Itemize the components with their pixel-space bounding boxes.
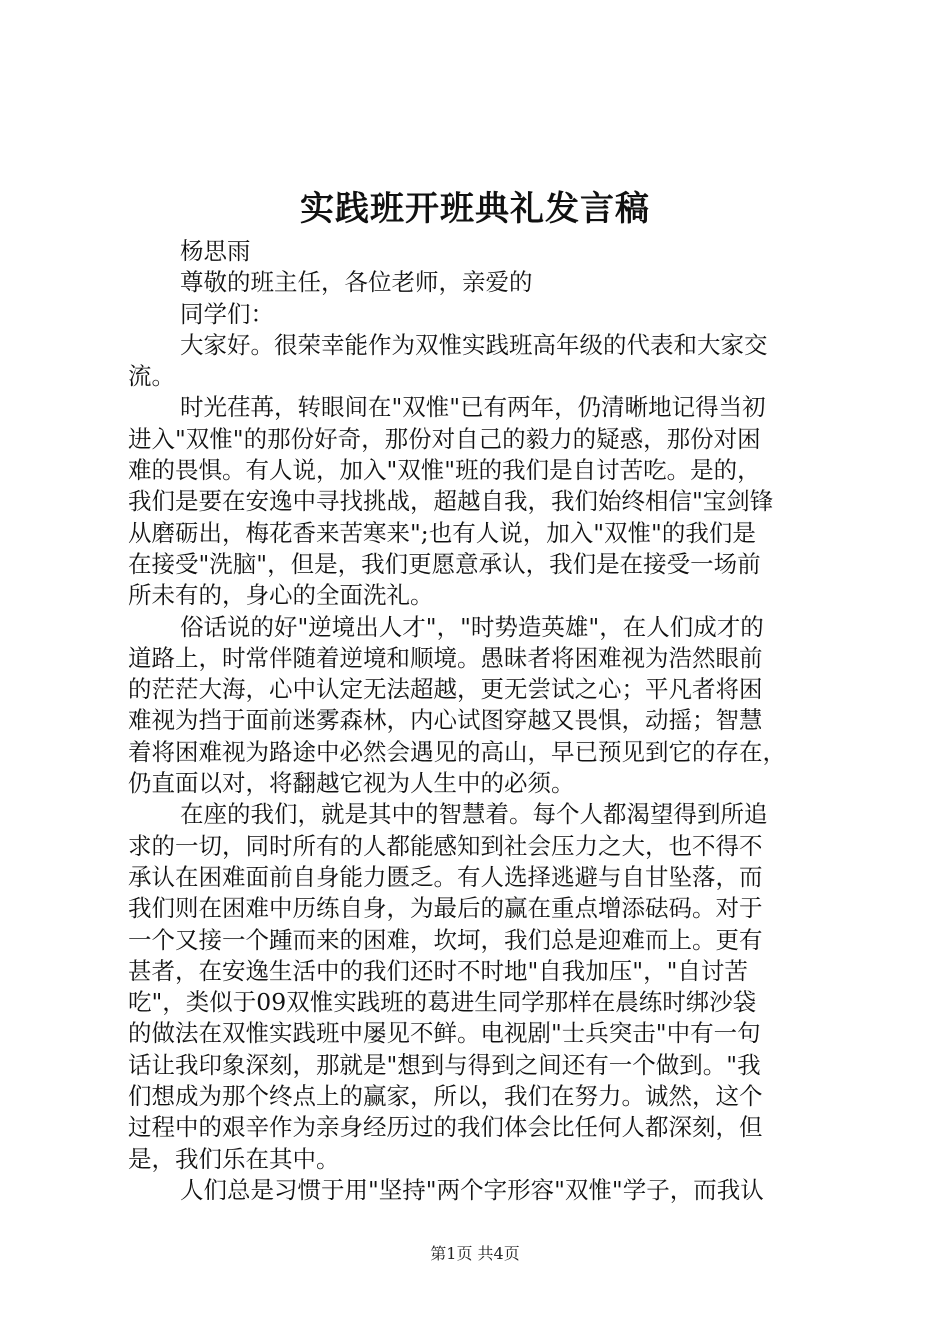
text-line: 仍直面以对，将翻越它视为人生中的必须。 <box>128 769 575 798</box>
text-line: 时光荏苒，转眼间在"双惟"已有两年，仍清晰地记得当初 <box>180 393 766 422</box>
text-line: 是，我们乐在其中。 <box>128 1144 340 1173</box>
text-line: 一个又接一个踵而来的困难，坎坷，我们总是迎难而上。更有 <box>128 925 763 954</box>
text-line: 道路上，时常伴随着逆境和顺境。愚昧者将困难视为浩然眼前 <box>128 643 763 672</box>
page-number-footer: 第1页 共4页 <box>430 1244 520 1263</box>
text-line: 流。 <box>128 362 175 391</box>
document-body <box>128 236 832 1206</box>
text-line: 在接受"洗脑"，但是，我们更愿意承认，我们是在接受一场前 <box>128 549 761 578</box>
text-line: 进入"双惟"的那份好奇，那份对自己的毅力的疑惑，那份对困 <box>128 424 761 453</box>
text-line: 杨思雨 <box>180 237 251 265</box>
text-line: 过程中的艰辛作为亲身经历过的我们体会比任何人都深刻，但 <box>128 1113 763 1142</box>
text-line: 们想成为那个终点上的赢家，所以，我们在努力。诚然，这个 <box>128 1082 763 1111</box>
text-line: 从磨砺出，梅花香来苦寒来";也有人说，加入"双惟"的我们是 <box>128 518 756 547</box>
text-line: 求的一切，同时所有的人都能感知到社会压力之大，也不得不 <box>128 831 763 860</box>
text-line: 尊敬的班主任，各位老师，亲爱的 <box>180 268 533 297</box>
text-line: 大家好。很荣幸能作为双惟实践班高年级的代表和大家交 <box>180 330 768 359</box>
text-line: 着将困难视为路途中必然会遇见的高山，早已预见到它的存在， <box>128 737 786 766</box>
text-line: 在座的我们，就是其中的智慧着。每个人都渴望得到所追 <box>180 800 768 829</box>
text-line: 我们则在困难中历练自身，为最后的赢在重点增添砝码。对于 <box>128 894 763 923</box>
text-line: 的做法在双惟实践班中屡见不鲜。电视剧"士兵突击"中有一句 <box>128 1019 761 1048</box>
text-line: 同学们： <box>180 299 274 328</box>
text-line: 话让我印象深刻，那就是"想到与得到之间还有一个做到。"我 <box>128 1050 761 1079</box>
text-line: 的茫茫大海，心中认定无法超越，更无尝试之心；平凡者将困 <box>128 675 763 704</box>
text-line: 承认在困难面前自身能力匮乏。有人选择逃避与自甘坠落，而 <box>128 862 763 891</box>
text-line: 俗话说的好"逆境出人才"，"时势造英雄"，在人们成才的 <box>180 612 764 641</box>
document-title: 实践班开班典礼发言稿 <box>300 189 650 229</box>
text-line: 难的畏惧。有人说，加入"双惟"班的我们是自讨苦吃。是的， <box>128 456 761 485</box>
text-line: 我们是要在安逸中寻找挑战，超越自我，我们始终相信"宝剑锋 <box>128 487 774 516</box>
text-line: 难视为挡于面前迷雾森林，内心试图穿越又畏惧，动摇；智慧 <box>128 706 763 735</box>
text-line: 吃"，类似于09双惟实践班的葛进生同学那样在晨练时绑沙袋 <box>128 988 757 1017</box>
text-line: 甚者，在安逸生活中的我们还时不时地"自我加压"，"自讨苦 <box>128 956 748 985</box>
text-line: 所未有的，身心的全面洗礼。 <box>128 581 434 610</box>
text-line: 人们总是习惯于用"坚持"两个字形容"双惟"学子，而我认 <box>180 1175 764 1204</box>
